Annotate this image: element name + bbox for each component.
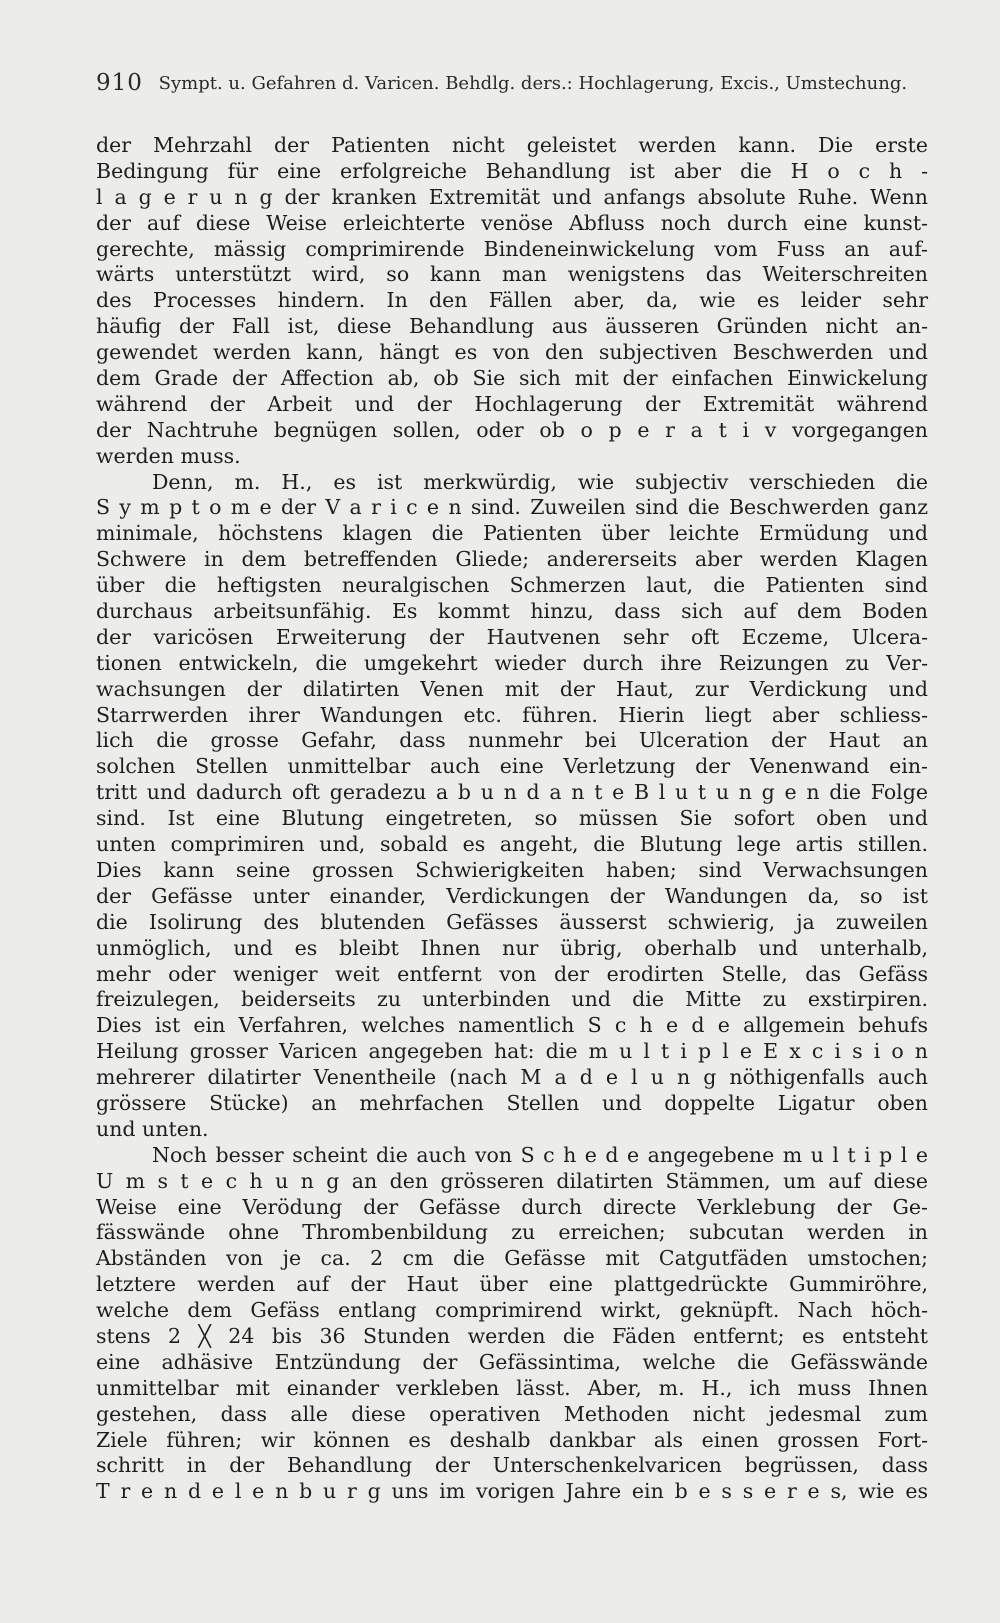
text-line: Weise eine Verödung der Gefässe durch directe Verklebung der Ge-	[96, 1194, 928, 1219]
text-line: U m s t e c h u n g an den grösseren dilatirten Stämmen, um auf diese	[96, 1168, 928, 1193]
text-line: fässwände ohne Thrombenbildung zu erreichen; subcutan werden in	[96, 1220, 928, 1245]
text-line: grössere Stücke) an mehrfachen Stellen und doppelte Ligatur oben	[96, 1090, 928, 1115]
text-line: häufig der Fall ist, diese Behandlung aus äusseren Gründen nicht an-	[96, 314, 928, 339]
text-line: wachsungen der dilatirten Venen mit der Haut, zur Verdickung und	[96, 676, 928, 701]
text-line: der varicösen Erweiterung der Hautvenen sehr oft Eczeme, Ulcera-	[96, 624, 928, 649]
text-line: die Isolirung des blutenden Gefässes äusserst schwierig, ja zuweilen	[96, 909, 928, 934]
running-head: Sympt. u. Gefahren d. Varicen. Behdlg. ders.: Hochlagerung, Excis., Umstechung.	[158, 73, 908, 94]
text-line: Bedingung für eine erfolgreiche Behandlung ist aber die H o c h -	[96, 158, 928, 183]
text-line: solchen Stellen unmittelbar auch eine Verletzung der Venenwand ein-	[96, 754, 928, 779]
text-line: minimale, höchstens klagen die Patienten über leichte Ermüdung und	[96, 521, 928, 546]
text-line: durchaus arbeitsunfähig. Es kommt hinzu, dass sich auf dem Boden	[96, 599, 928, 624]
text-line: des Processes hindern. In den Fällen aber, da, wie es leider sehr	[96, 288, 928, 313]
body-text	[96, 133, 928, 1505]
text-line: freizulegen, beiderseits zu unterbinden und die Mitte zu exstirpiren.	[96, 987, 928, 1012]
text-line: unmöglich, und es bleibt Ihnen nur übrig, oberhalb und unterhalb,	[96, 935, 928, 960]
page-header	[96, 70, 928, 110]
text-line: wärts unterstützt wird, so kann man wenigstens das Weiterschreiten	[96, 262, 928, 287]
text-line: T r e n d e l e n b u r g uns im vorigen Jahre ein b e s s e r e s, wie es	[96, 1479, 928, 1504]
text-line: Denn, m. H., es ist merkwürdig, wie subjectiv verschieden die	[152, 469, 928, 494]
text-line: Ziele führen; wir können es deshalb dankbar als einen grossen Fort-	[96, 1427, 928, 1452]
text-line: stens 2 ╳ 24 bis 36 Stunden werden die Fäden entfernt; es entsteht	[96, 1323, 928, 1348]
text-line: der auf diese Weise erleichterte venöse Abfluss noch durch eine kunst-	[96, 210, 928, 235]
text-line: gerechte, mässig comprimirende Bindeneinwickelung vom Fuss an auf-	[96, 236, 928, 261]
text-line: tionen entwickeln, die umgekehrt wieder durch ihre Reizungen zu Ver-	[96, 650, 928, 675]
text-line: Noch besser scheint die auch von S c h e d e angegebene m u l t i p l e	[152, 1142, 928, 1167]
text-line: der Mehrzahl der Patienten nicht geleistet werden kann. Die erste	[96, 133, 928, 157]
text-line: der Nachtruhe begnügen sollen, oder ob o p e r a t i v vorgegangen	[96, 417, 928, 442]
text-line: unmittelbar mit einander verkleben lässt. Aber, m. H., ich muss Ihnen	[96, 1375, 928, 1400]
text-line: werden muss.	[96, 443, 241, 468]
text-line: Starrwerden ihrer Wandungen etc. führen. Hierin liegt aber schliess-	[96, 702, 928, 727]
text-line: schritt in der Behandlung der Unterschenkelvaricen begrüssen, dass	[96, 1453, 928, 1478]
text-line: während der Arbeit und der Hochlagerung der Extremität während	[96, 391, 928, 416]
text-line: der Gefässe unter einander, Verdickungen der Wandungen da, so ist	[96, 883, 928, 908]
text-line: dem Grade der Affection ab, ob Sie sich mit der einfachen Einwickelung	[96, 366, 928, 391]
text-line: lich die grosse Gefahr, dass nunmehr bei Ulceration der Haut an	[96, 728, 928, 753]
text-line: gestehen, dass alle diese operativen Methoden nicht jedesmal zum	[96, 1401, 928, 1426]
text-line: und unten.	[96, 1116, 209, 1141]
text-line: mehr oder weniger weit entfernt von der erodirten Stelle, das Gefäss	[96, 961, 928, 986]
text-line: über die heftigsten neuralgischen Schmerzen laut, die Patienten sind	[96, 573, 928, 598]
text-line: unten comprimiren und, sobald es angeht, die Blutung lege artis stillen.	[96, 832, 928, 857]
text-line: eine adhäsive Entzündung der Gefässintima, welche die Gefässwände	[96, 1349, 928, 1374]
text-line: l a g e r u n g der kranken Extremität und anfangs absolute Ruhe. Wenn	[96, 184, 928, 209]
text-line: S y m p t o m e der V a r i c e n sind. Zuweilen sind die Beschwerden ganz	[96, 495, 928, 520]
text-line: sind. Ist eine Blutung eingetreten, so müssen Sie sofort oben und	[96, 806, 928, 831]
page-number: 910	[96, 70, 143, 96]
text-line: Heilung grosser Varicen angegeben hat: die m u l t i p l e E x c i s i o n	[96, 1039, 928, 1064]
text-line: mehrerer dilatirter Venentheile (nach M a d e l u n g nöthigenfalls auch	[96, 1065, 928, 1090]
text-line: gewendet werden kann, hängt es von den subjectiven Beschwerden und	[96, 340, 928, 365]
text-line: tritt und dadurch oft geradezu a b u n d a n t e B l u t u n g e n die Folge	[96, 780, 928, 805]
text-line: Dies kann seine grossen Schwierigkeiten haben; sind Verwachsungen	[96, 857, 928, 882]
text-line: letztere werden auf der Haut über eine plattgedrückte Gummiröhre,	[96, 1272, 928, 1297]
text-line: Abständen von je ca. 2 cm die Gefässe mit Catgutfäden umstochen;	[96, 1246, 928, 1271]
text-line: Schwere in dem betreffenden Gliede; andererseits aber werden Klagen	[96, 547, 928, 572]
text-line: Dies ist ein Verfahren, welches namentlich S c h e d e allgemein behufs	[96, 1013, 928, 1038]
text-line: welche dem Gefäss entlang comprimirend wirkt, geknüpft. Nach höch-	[96, 1298, 928, 1323]
